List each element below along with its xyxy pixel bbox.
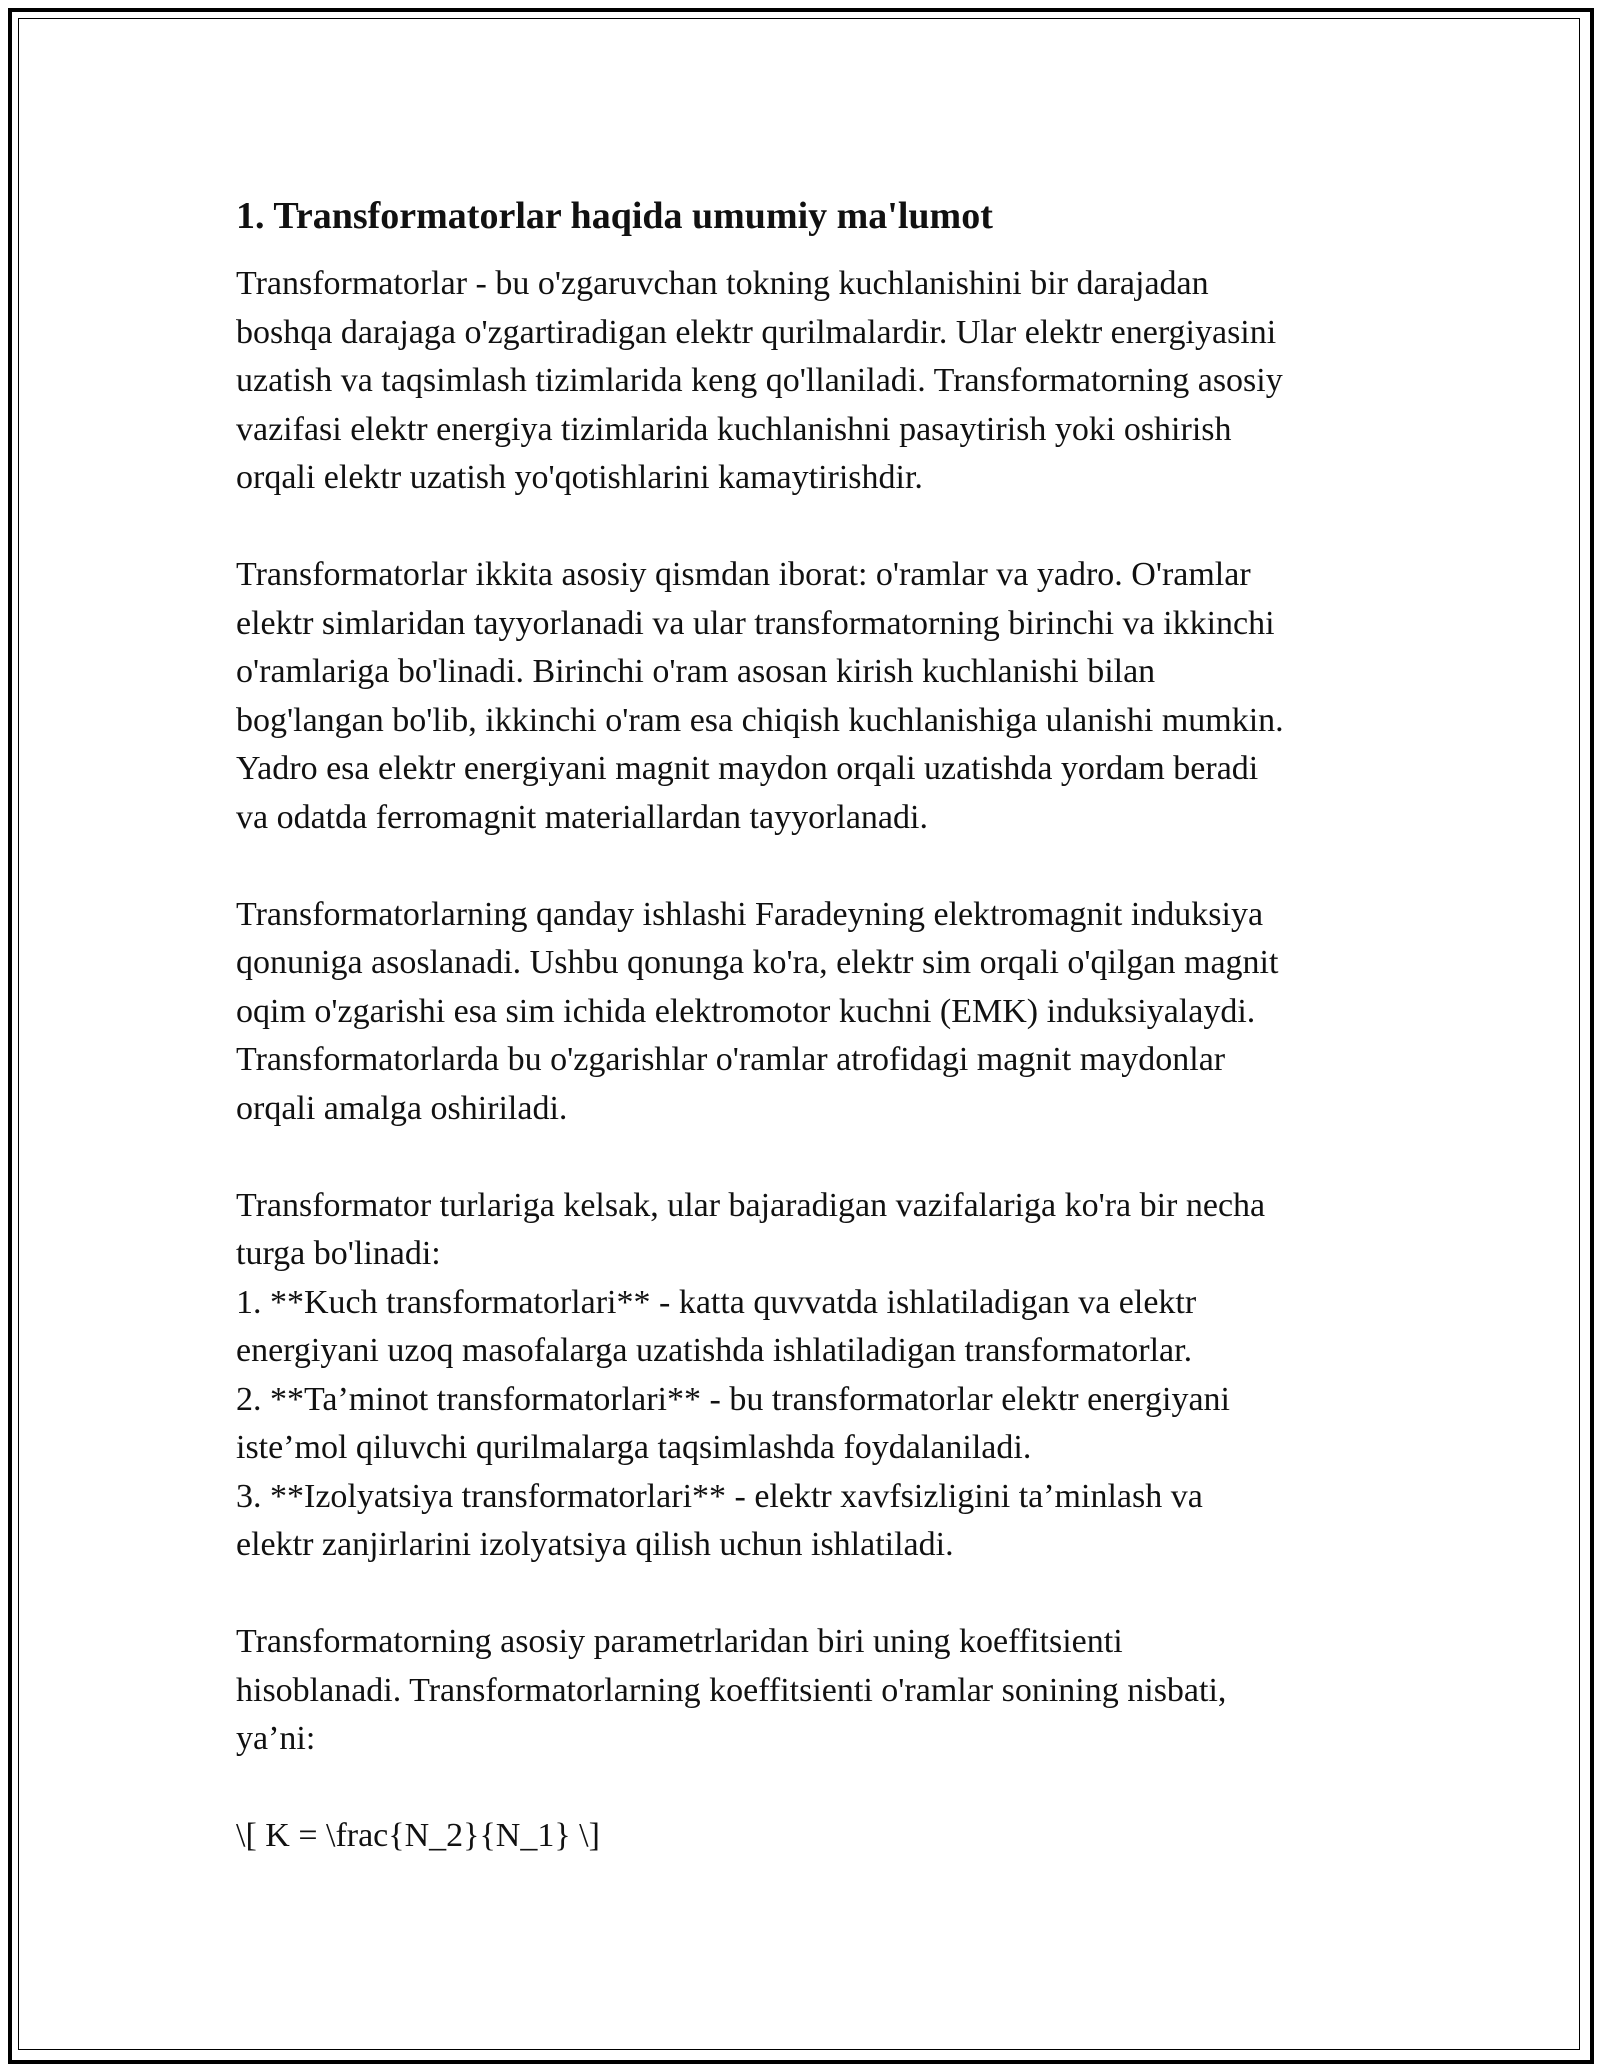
text-line: boshqa darajaga o'zgartiradigan elektr qurilmalardir. Ular elektr energiyasini bbox=[236, 313, 1277, 351]
list-item: 3. **Izolyatsiya transformatorlari** - elektr xavfsizligini ta’minlash va bbox=[236, 1477, 1203, 1515]
list-item: 2. **Ta’minot transformatorlari** - bu transformatorlar elektr energiyani bbox=[236, 1380, 1230, 1418]
text-line: elektr zanjirlarini izolyatsiya qilish uchun ishlatiladi. bbox=[236, 1526, 954, 1563]
text-line: Transformator turlariga kelsak, ular bajaradigan vazifalariga ko'ra bir necha bbox=[236, 1186, 1266, 1224]
text-line: ya’ni: bbox=[236, 1720, 316, 1757]
text-line: va odatda ferromagnit materiallardan tayyorlanadi. bbox=[236, 798, 928, 836]
text-line: energiyani uzoq masofalarga uzatishda ishlatiladigan transformatorlar. bbox=[236, 1332, 1193, 1369]
list-item: 1. **Kuch transformatorlari** - katta quvvatda ishlatiladigan va elektr bbox=[236, 1283, 1197, 1321]
text-line: qonuniga asoslanadi. Ushbu qonunga ko'ra, elektr sim orqali o'qilgan magnit bbox=[236, 944, 1279, 981]
text-line: hisoblanadi. Transformatorlarning koeffitsienti o'ramlar sonining nisbati, bbox=[236, 1671, 1227, 1709]
formula-line bbox=[236, 1812, 1376, 1861]
text-line: elektr simlaridan tayyorlanadi va ular transformatorning birinchi va ikkinchi bbox=[236, 604, 1275, 642]
text-line: orqali amalga oshiriladi. bbox=[236, 1089, 568, 1127]
text-line: vazifasi elektr energiya tizimlarida kuchlanishni pasaytirish yoki oshirish bbox=[236, 410, 1232, 448]
paragraph-definition bbox=[236, 260, 1376, 503]
document-body bbox=[236, 190, 1376, 1861]
text-line: bog'langan bo'lib, ikkinchi o'ram esa chiqish kuchlanishiga ulanishi mumkin. bbox=[236, 701, 1284, 739]
paragraph-types bbox=[236, 1182, 1376, 1570]
text-line: Transformatorlarning qanday ishlashi Faradeyning elektromagnit induksiya bbox=[236, 895, 1264, 933]
section-heading: 1. Transformatorlar haqida umumiy ma'lumot bbox=[236, 195, 993, 237]
text-line: oqim o'zgarishi esa sim ichida elektromotor kuchni (EMK) induksiyalaydi. bbox=[236, 992, 1256, 1030]
text-line: Transformatorlarda bu o'zgarishlar o'ramlar atrofidagi magnit maydonlar bbox=[236, 1041, 1226, 1078]
text-line: Transformatorning asosiy parametrlaridan biri uning koeffitsienti bbox=[236, 1623, 1123, 1660]
text-line: turga bo'linadi: bbox=[236, 1235, 441, 1272]
text-line: iste’mol qiluvchi qurilmalarga taqsimlashda foydalaniladi. bbox=[236, 1429, 1032, 1466]
paragraph-structure bbox=[236, 551, 1376, 842]
text-line: uzatish va taqsimlash tizimlarida keng qo'llaniladi. Transformatorning asosiy bbox=[236, 362, 1283, 399]
text-line: Transformatorlar ikkita asosiy qismdan iborat: o'ramlar va yadro. O'ramlar bbox=[236, 556, 1251, 593]
formula-text: \[ K = \frac{N_2}{N_1} \] bbox=[236, 1817, 600, 1854]
text-line: o'ramlariga bo'linadi. Birinchi o'ram asosan kirish kuchlanishi bilan bbox=[236, 653, 1156, 690]
text-line: Yadro esa elektr energiyani magnit maydon orqali uzatishda yordam beradi bbox=[236, 750, 1259, 787]
paragraph-coefficient bbox=[236, 1618, 1376, 1764]
paragraph-principle bbox=[236, 891, 1376, 1134]
text-line: orqali elektr uzatish yo'qotishlarini kamaytirishdir. bbox=[236, 459, 923, 496]
text-line: Transformatorlar - bu o'zgaruvchan tokning kuchlanishini bir darajadan bbox=[236, 265, 1209, 302]
